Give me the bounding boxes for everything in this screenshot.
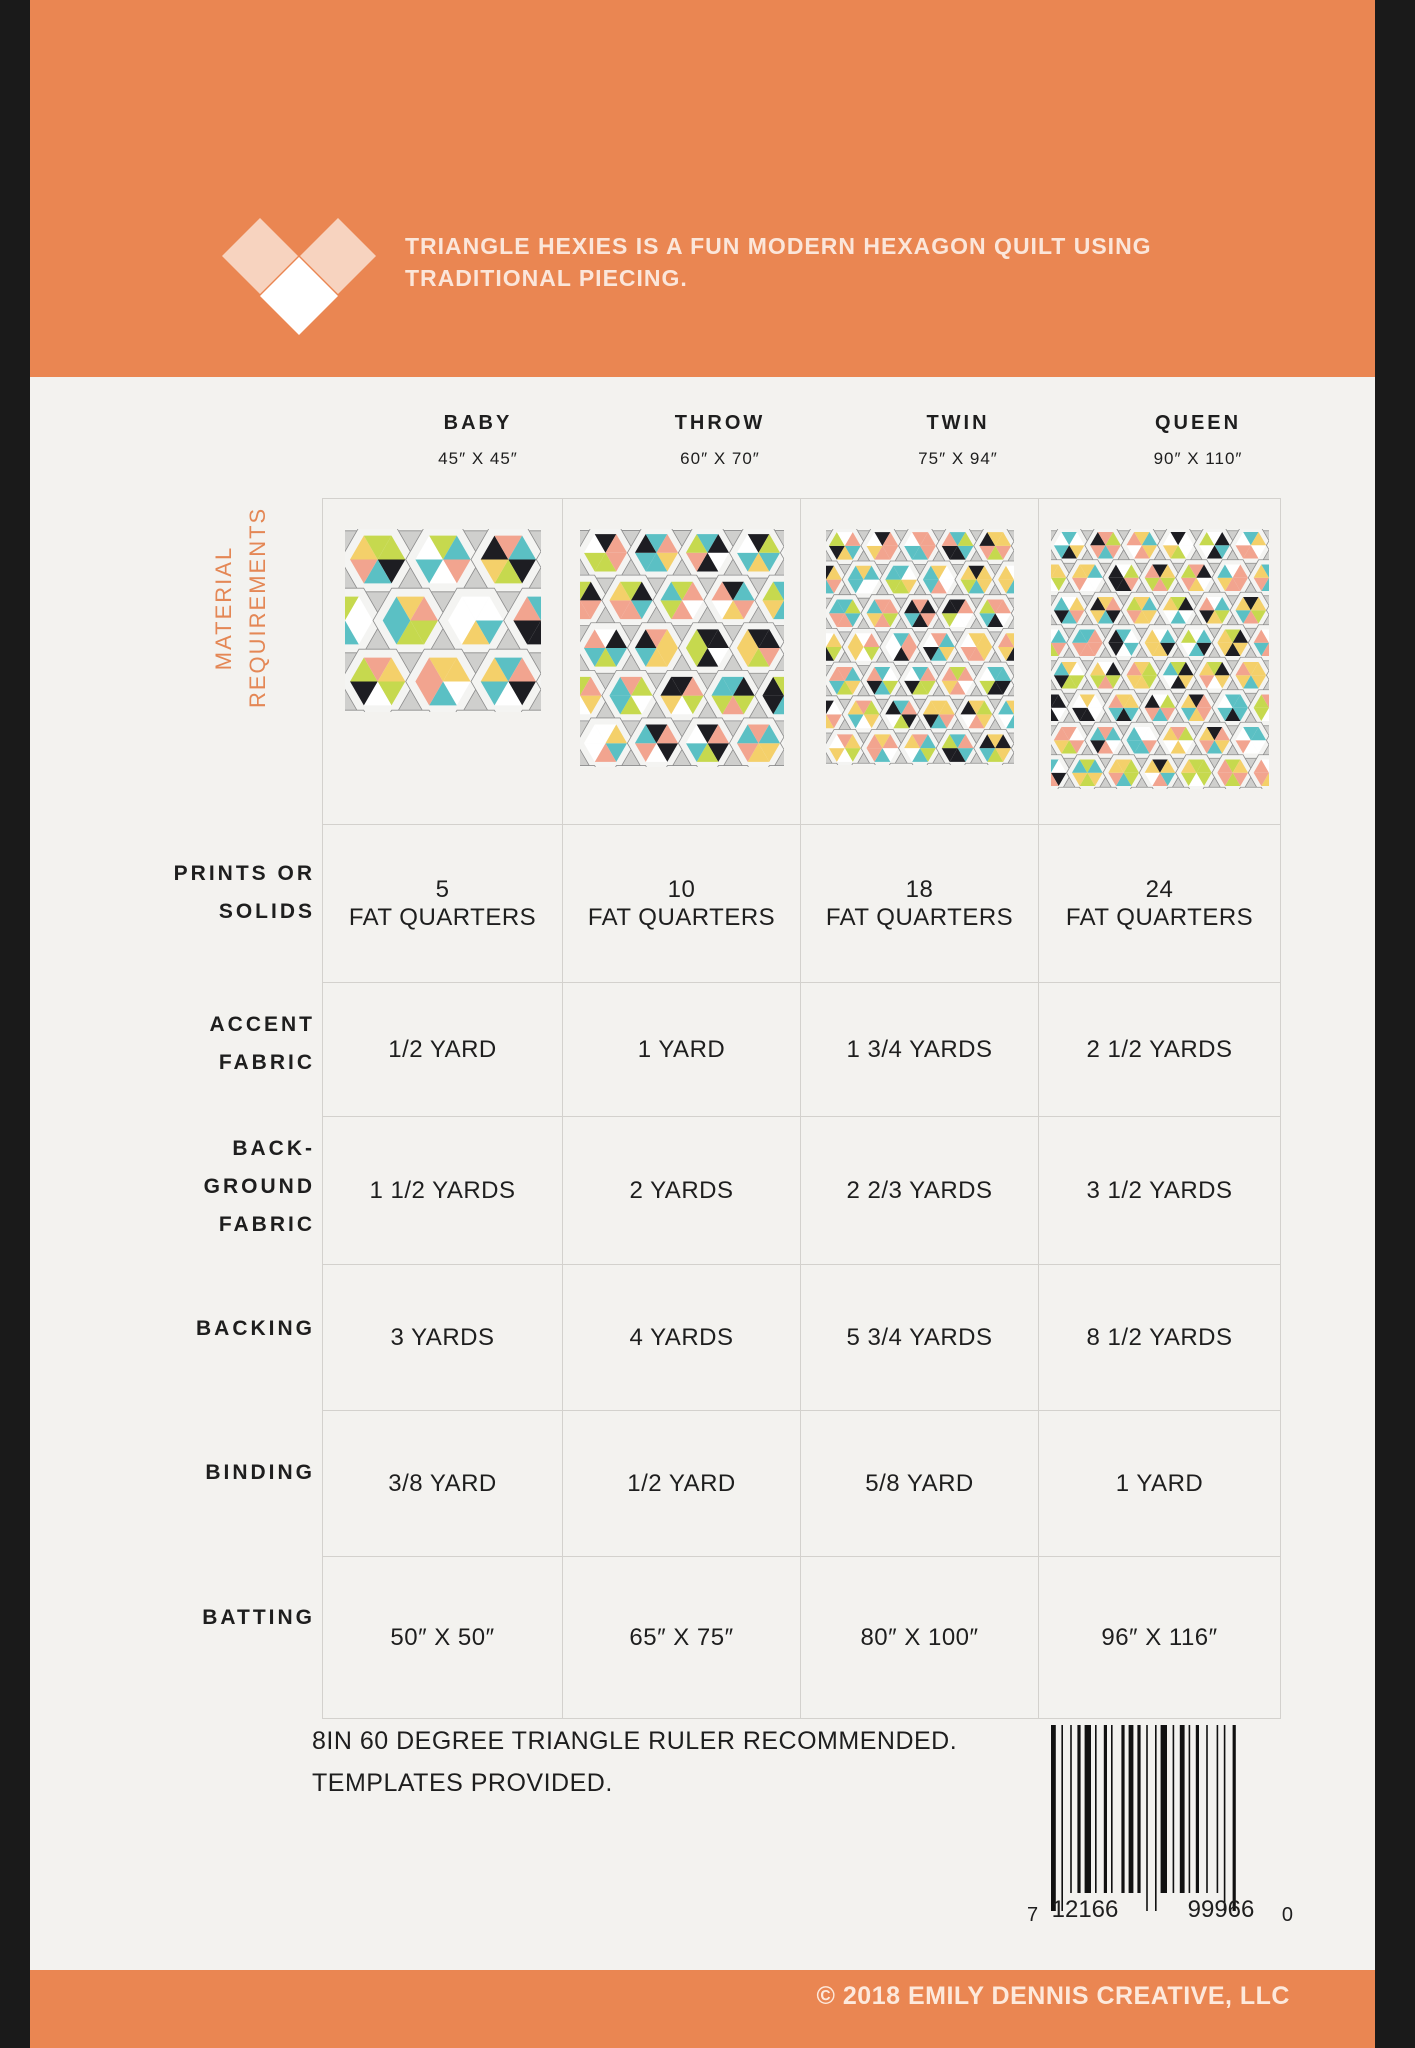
- material-table: [322, 498, 1281, 1719]
- label-line: ACCENT: [209, 1013, 315, 1036]
- size-header-twin: [840, 412, 1076, 469]
- label-line: GROUND: [203, 1175, 315, 1198]
- header-band: [30, 0, 1375, 377]
- size-dimensions: 75″ X 94″: [918, 449, 998, 468]
- row-label-batting: [95, 1599, 315, 1637]
- baby-quilt-image: [345, 529, 541, 712]
- tagline: [405, 230, 1305, 294]
- cell-unit: FAT QUARTERS: [825, 903, 1014, 931]
- quilt-cell: [323, 499, 563, 825]
- table-row: [323, 1265, 1281, 1411]
- material-requirements-label: [188, 508, 294, 708]
- ruler-note: [312, 1720, 957, 1804]
- row-label-prints: [95, 855, 315, 931]
- table-cell: 1 3/4 YARDS: [801, 983, 1039, 1117]
- table-cell: 3 1/2 YARDS: [1039, 1117, 1281, 1265]
- barcode-digit-left: 7: [1027, 1904, 1039, 1925]
- footer-band: [30, 1970, 1375, 2048]
- row-label-background: [95, 1130, 315, 1244]
- queen-quilt-image: [1051, 529, 1269, 789]
- barcode-digit-right: 0: [1281, 1904, 1293, 1925]
- table-row: [323, 1557, 1281, 1719]
- table-cell: [1039, 825, 1281, 983]
- table-cell: 50″ X 50″: [323, 1557, 563, 1719]
- barcode-icon: [1015, 1725, 1295, 1925]
- row-label-accent: [95, 1006, 315, 1082]
- cell-unit: FAT QUARTERS: [348, 903, 537, 931]
- table-cell: [323, 825, 563, 983]
- tagline-line-2: TRADITIONAL PIECING.: [405, 265, 688, 291]
- size-name: THROW: [674, 412, 766, 434]
- table-row: [323, 1117, 1281, 1265]
- size-header-baby: [360, 412, 596, 469]
- quilt-cell: [1039, 499, 1281, 825]
- table-cell: 8 1/2 YARDS: [1039, 1265, 1281, 1411]
- label-line: FABRIC: [218, 1051, 315, 1074]
- table-row: [323, 499, 1281, 825]
- label-line: BATTING: [202, 1606, 315, 1629]
- size-header-throw: [602, 412, 838, 469]
- table-cell: 80″ X 100″: [801, 1557, 1039, 1719]
- label-line: BINDING: [205, 1461, 315, 1484]
- quilt-cell: [801, 499, 1039, 825]
- diamond-logo-icon: [220, 218, 380, 336]
- table-cell: 65″ X 75″: [563, 1557, 801, 1719]
- size-header-queen: [1080, 412, 1316, 469]
- note-line-2: TEMPLATES PROVIDED.: [312, 1769, 613, 1797]
- label-line: BACKING: [196, 1317, 315, 1340]
- pattern-back-cover: [30, 0, 1375, 2048]
- table-cell: 2 2/3 YARDS: [801, 1117, 1039, 1265]
- size-dimensions: 45″ X 45″: [438, 449, 518, 468]
- table-cell: 5/8 YARD: [801, 1411, 1039, 1557]
- row-label-backing: [95, 1310, 315, 1348]
- cell-count: 5: [435, 875, 450, 903]
- size-name: QUEEN: [1154, 412, 1242, 434]
- tagline-line-1: TRIANGLE HEXIES IS A FUN MODERN HEXAGON QUILT USING: [405, 233, 1152, 259]
- table-cell: 96″ X 116″: [1039, 1557, 1281, 1719]
- table-cell: 1/2 YARD: [563, 1411, 801, 1557]
- cell-unit: FAT QUARTERS: [1065, 903, 1254, 931]
- size-name: BABY: [443, 412, 513, 434]
- barcode-group-2: 99966: [1187, 1896, 1255, 1923]
- table-cell: 3/8 YARD: [323, 1411, 563, 1557]
- label-line: PRINTS OR: [173, 862, 315, 885]
- twin-quilt-image: [826, 529, 1014, 765]
- table-cell: 1 YARD: [563, 983, 801, 1117]
- table-cell: 2 1/2 YARDS: [1039, 983, 1281, 1117]
- cell-unit: FAT QUARTERS: [587, 903, 776, 931]
- quilt-cell: [563, 499, 801, 825]
- copyright-text: © 2018 EMILY DENNIS CREATIVE, LLC: [816, 1982, 1290, 2010]
- label-line: FABRIC: [218, 1213, 315, 1236]
- table-row: [323, 825, 1281, 983]
- table-cell: 1 1/2 YARDS: [323, 1117, 563, 1265]
- table-row: [323, 983, 1281, 1117]
- cell-count: 24: [1145, 875, 1174, 903]
- label-line: SOLIDS: [218, 900, 315, 923]
- label-line: BACK-: [232, 1137, 315, 1160]
- throw-quilt-image: [580, 529, 784, 767]
- size-dimensions: 90″ X 110″: [1153, 449, 1243, 468]
- table-cell: 1 YARD: [1039, 1411, 1281, 1557]
- side-label-line-1: MATERIAL: [211, 545, 236, 671]
- cell-count: 18: [905, 875, 934, 903]
- table-cell: 5 3/4 YARDS: [801, 1265, 1039, 1411]
- side-label-line-2: REQUIREMENTS: [245, 506, 270, 708]
- table-cell: [801, 825, 1039, 983]
- table-row: [323, 1411, 1281, 1557]
- table-cell: 3 YARDS: [323, 1265, 563, 1411]
- table-cell: 1/2 YARD: [323, 983, 563, 1117]
- cell-count: 10: [667, 875, 696, 903]
- table-cell: 2 YARDS: [563, 1117, 801, 1265]
- table-cell: [563, 825, 801, 983]
- size-name: TWIN: [926, 412, 990, 434]
- row-label-binding: [95, 1454, 315, 1492]
- note-line-1: 8IN 60 DEGREE TRIANGLE RULER RECOMMENDED.: [312, 1727, 958, 1755]
- barcode-group-1: 12166: [1051, 1896, 1119, 1923]
- table-cell: 4 YARDS: [563, 1265, 801, 1411]
- size-dimensions: 60″ X 70″: [680, 449, 760, 468]
